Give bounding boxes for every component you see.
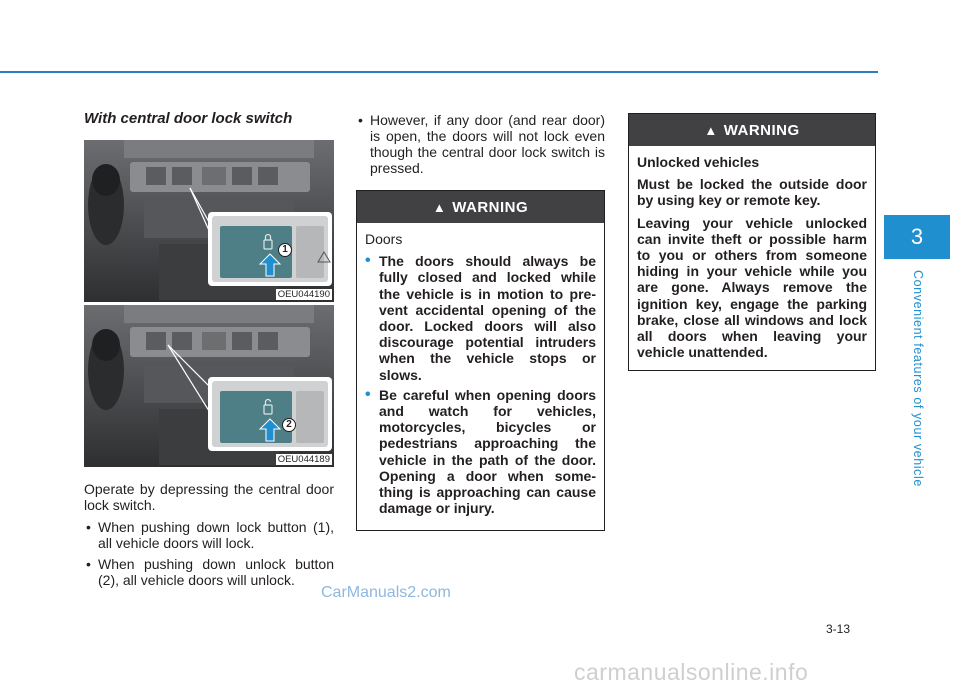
callout-2-label: 2 xyxy=(286,419,292,430)
warning-subtitle: Unlocked vehicles xyxy=(637,154,760,170)
header-rule xyxy=(0,71,878,73)
warning-box-unlocked xyxy=(628,113,876,371)
watermark-link[interactable]: CarManuals2.com xyxy=(321,584,451,601)
section-heading: With central door lock switch xyxy=(84,110,293,127)
figure-caption-1: OEU044190 xyxy=(277,289,330,300)
bullet-unlock: • When pushing down unlock button (2), all vehicle doors will unlock. xyxy=(84,556,334,588)
dashboard-unlock-illustration xyxy=(84,305,334,467)
figure-unlock-button xyxy=(84,305,334,467)
warning-header xyxy=(629,114,875,146)
callout-1-label: 1 xyxy=(282,244,288,255)
chapter-title-text: Convenient features of your vehicle xyxy=(911,270,925,487)
figure-caption-2: OEU044189 xyxy=(277,454,330,465)
warning-paragraph: Leaving your vehicle unlocked can invite theft or possible harm to you or others from someone hiding in your vehicle while you are gone. Always remove the ignition key, engage the parking brake, close all windows and lock all doors when leaving your vehicle unattended. xyxy=(637,214,867,361)
column-2 xyxy=(356,112,605,531)
warning-items xyxy=(365,253,596,516)
column-1 xyxy=(84,110,334,593)
warning-triangle-icon: ▲ xyxy=(704,122,718,138)
warning-triangle-icon: ▲ xyxy=(432,199,447,215)
open-door-bullets xyxy=(356,112,605,176)
bullet-open-door: • However, if any door (and rear door) is open, the doors will not lock even though the central door lock switch is pressed. xyxy=(356,112,605,176)
warning-label: WARNING xyxy=(723,121,800,139)
page-number: 3-13 xyxy=(826,622,851,636)
figure-lock-button xyxy=(84,140,334,302)
lock-bullets xyxy=(84,519,334,588)
bullet-lock: • When pushing down lock button (1), all vehicle doors will lock. xyxy=(84,519,334,551)
warning-box-doors xyxy=(356,190,605,531)
warning-body xyxy=(357,223,604,530)
warning-header xyxy=(357,191,604,223)
intro-paragraph: Operate by depressing the central door lock switch. xyxy=(84,481,334,513)
chapter-tab xyxy=(884,215,950,259)
warning-item: • Be careful when opening doors and watch for vehicles, motorcycles, bicycles or pedestrians approaching the vehicle in the path of the door. Opening a door when some-thing is approaching can cause damage or injury. xyxy=(365,387,596,517)
warning-body xyxy=(629,146,875,370)
column-3 xyxy=(628,113,876,371)
warning-subtitle: Doors xyxy=(365,231,403,247)
footer-watermark: carmanualsonline.info xyxy=(574,659,809,685)
warning-item: • The doors should always be fully closed and locked while the vehicle is in motion to pre-vent accidental opening of the door. Locked doors will also discourage potential intruders when the vehicle stops or slows. xyxy=(365,253,596,383)
chapter-number: 3 xyxy=(910,224,924,249)
dashboard-lock-illustration xyxy=(84,140,334,302)
warning-label: WARNING xyxy=(452,198,529,216)
warning-paragraph: Must be locked the outside door by using key or remote key. xyxy=(637,176,867,209)
